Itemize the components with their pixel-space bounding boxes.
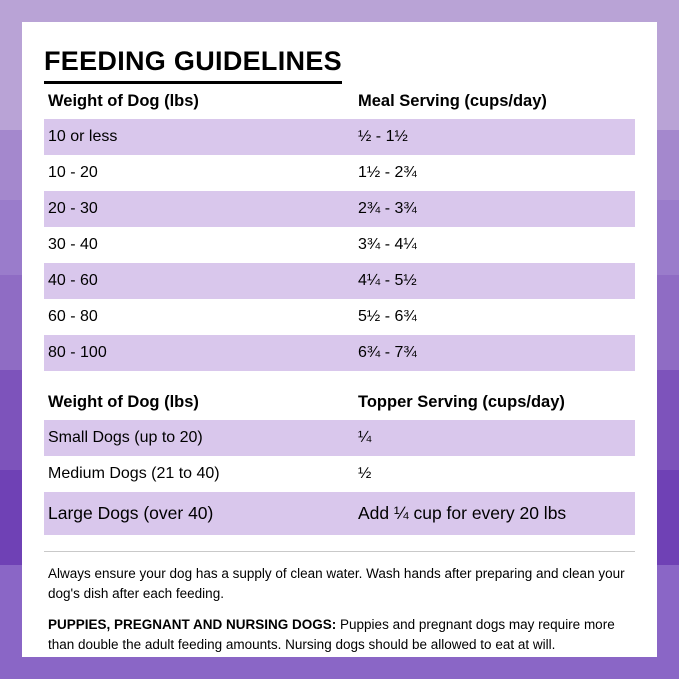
cell-serving: 4¼ - 5½ [358, 272, 417, 289]
column-header-weight: Weight of Dog (lbs) [48, 393, 199, 411]
cell-weight: 60 - 80 [48, 308, 98, 325]
page-title: FEEDING GUIDELINES [44, 46, 342, 84]
table-row [44, 456, 635, 492]
cell-weight: 30 - 40 [48, 236, 98, 253]
cell-weight: Medium Dogs (21 to 40) [48, 465, 220, 482]
table-row [44, 227, 635, 263]
cell-weight: 10 - 20 [48, 164, 98, 181]
meal-serving-table [44, 84, 635, 371]
column-header-weight: Weight of Dog (lbs) [48, 92, 199, 110]
column-header-meal-serving: Meal Serving (cups/day) [358, 92, 547, 110]
cell-weight: Large Dogs (over 40) [48, 503, 214, 523]
cell-serving: ½ [358, 465, 372, 482]
topper-serving-table [44, 385, 635, 535]
page-title-wrap [44, 42, 635, 84]
cell-weight: 10 or less [48, 128, 118, 145]
cell-weight: Small Dogs (up to 20) [48, 429, 203, 446]
table-row [44, 420, 635, 456]
cell-serving: ½ - 1½ [358, 128, 408, 145]
puppies-note [48, 615, 631, 654]
cell-serving: 1½ - 2¾ [358, 164, 417, 181]
puppies-note-label: PUPPIES, PREGNANT AND NURSING DOGS: [48, 617, 337, 633]
column-header-topper-serving: Topper Serving (cups/day) [358, 393, 565, 411]
cell-weight: 20 - 30 [48, 200, 98, 217]
table-row [44, 191, 635, 227]
table-row [44, 263, 635, 299]
cell-serving: 6¾ - 7¾ [358, 344, 417, 361]
table-row [44, 299, 635, 335]
table-row [44, 119, 635, 155]
cell-weight: 80 - 100 [48, 344, 107, 361]
cell-serving: 2¾ - 3¾ [358, 200, 417, 217]
cell-serving: 3¾ - 4¼ [358, 236, 417, 253]
table-spacer [44, 371, 635, 385]
cell-weight: 40 - 60 [48, 272, 98, 289]
guidelines-card [22, 22, 657, 657]
table-row [44, 335, 635, 371]
table-row [44, 492, 635, 535]
cell-serving: 5½ - 6¾ [358, 308, 417, 325]
table-header-row [44, 84, 635, 119]
water-note: Always ensure your dog has a supply of clean water. Wash hands after preparing and clean your dog's dish after each feeding. [48, 566, 625, 601]
table-row [44, 155, 635, 191]
notes-section [44, 551, 635, 654]
cell-serving: ¼ [358, 429, 372, 446]
cell-serving: Add ¼ cup for every 20 lbs [358, 503, 567, 523]
puppies-note-text: Puppies and pregnant dogs may require more than double the adult feeding amounts. Nursing dogs should be allowed to eat at will. [48, 617, 615, 652]
table-header-row [44, 385, 635, 420]
